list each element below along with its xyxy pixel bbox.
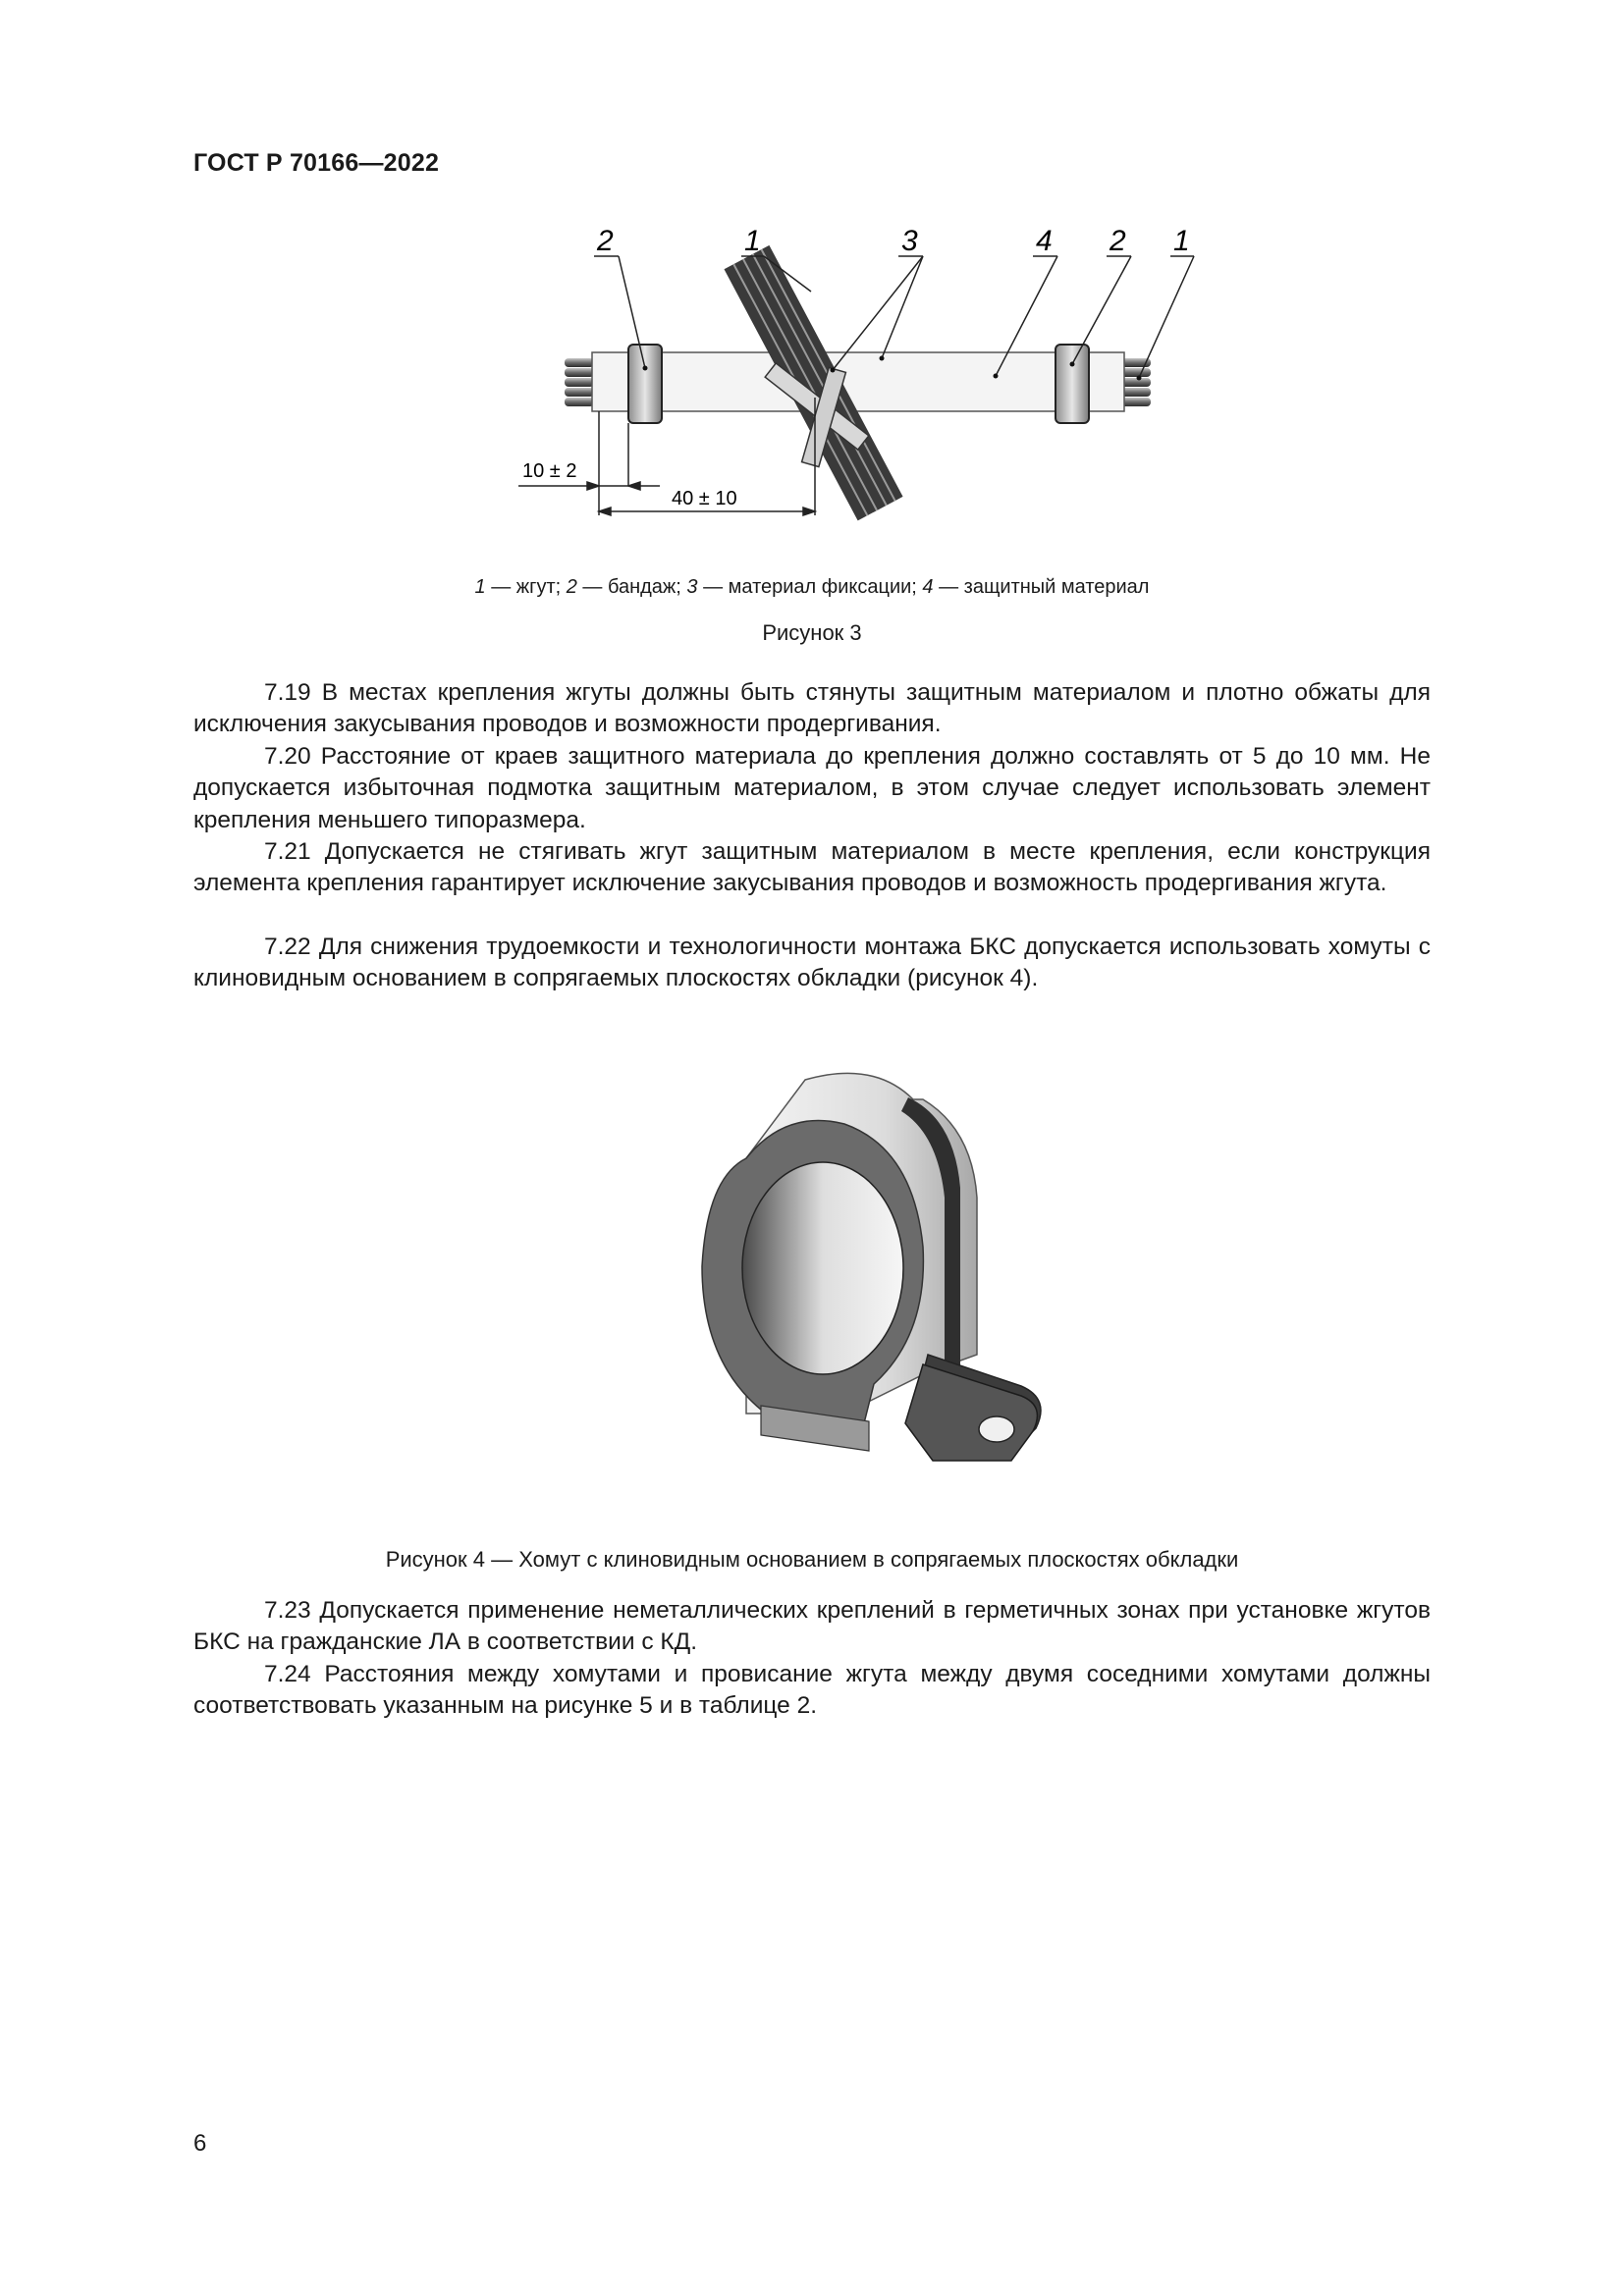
callout-1-left: 1 — [744, 225, 761, 257]
figure-4-clamp-drawing — [589, 1041, 1110, 1522]
paragraph-7-24: 7.24 Расстояния между хомутами и провисание жгута между двумя соседними хомутами должны соответствовать указанным на рисунке 5 и в таблице 2. — [193, 1661, 1431, 1720]
bandage-right — [1056, 345, 1089, 423]
callout-2-right: 2 — [1110, 225, 1126, 257]
dimension-40: 40 ± 10 — [672, 488, 737, 509]
callout-1-right: 1 — [1173, 225, 1190, 257]
figure-4-caption: Рисунок 4 — Хомут с клиновидным основанием в сопрягаемых плоскостях обкладки — [385, 1547, 1239, 1572]
paragraph-7-19: 7.19 В местах крепления жгуты должны быть стянуты защитным материалом и плотно обжаты для исключения закусывания проводов и возможности продергивания. — [193, 679, 1431, 738]
figure-3-caption: Рисунок 3 — [762, 620, 862, 645]
callout-2-left: 2 — [597, 225, 614, 257]
callout-3: 3 — [901, 225, 918, 257]
document-header: ГОСТ Р 70166—2022 — [193, 149, 440, 177]
left-wire-ends — [565, 358, 594, 406]
page-number: 6 — [193, 2130, 207, 2157]
dimension-10: 10 ± 2 — [522, 460, 577, 482]
right-wire-ends — [1121, 358, 1151, 406]
paragraph-7-22: 7.22 Для снижения трудоемкости и технологичности монтажа БКС допускается использовать хомуты с клиновидным основанием в сопрягаемых плоскостях обкладки (рисунок 4). — [193, 934, 1431, 992]
bandage-left — [628, 345, 662, 423]
figure-3-drawing — [491, 221, 1237, 555]
callout-4: 4 — [1036, 225, 1053, 257]
paragraph-7-23: 7.23 Допускается применение неметаллических креплений в герметичных зонах при установке жгутов БКС на гражданские ЛА в соответствии с КД. — [193, 1597, 1431, 1656]
paragraph-7-20: 7.20 Расстояние от краев защитного материала до крепления должно составлять от 5 до 10 мм. Не допускается избыточная подмотка защитным материалом, в этом случае следует использовать элемент крепления меньшего типоразмера. — [193, 743, 1431, 833]
figure-3-legend: 1 — жгут; 2 — бандаж; 3 — материал фиксации; 4 — защитный материал — [474, 576, 1150, 598]
protective-tube — [592, 352, 1124, 411]
paragraph-7-21: 7.21 Допускается не стягивать жгут защитным материалом в месте крепления, если конструкция элемента крепления гарантирует исключение закусывания проводов и возможность продергивания жгута. — [193, 838, 1431, 897]
